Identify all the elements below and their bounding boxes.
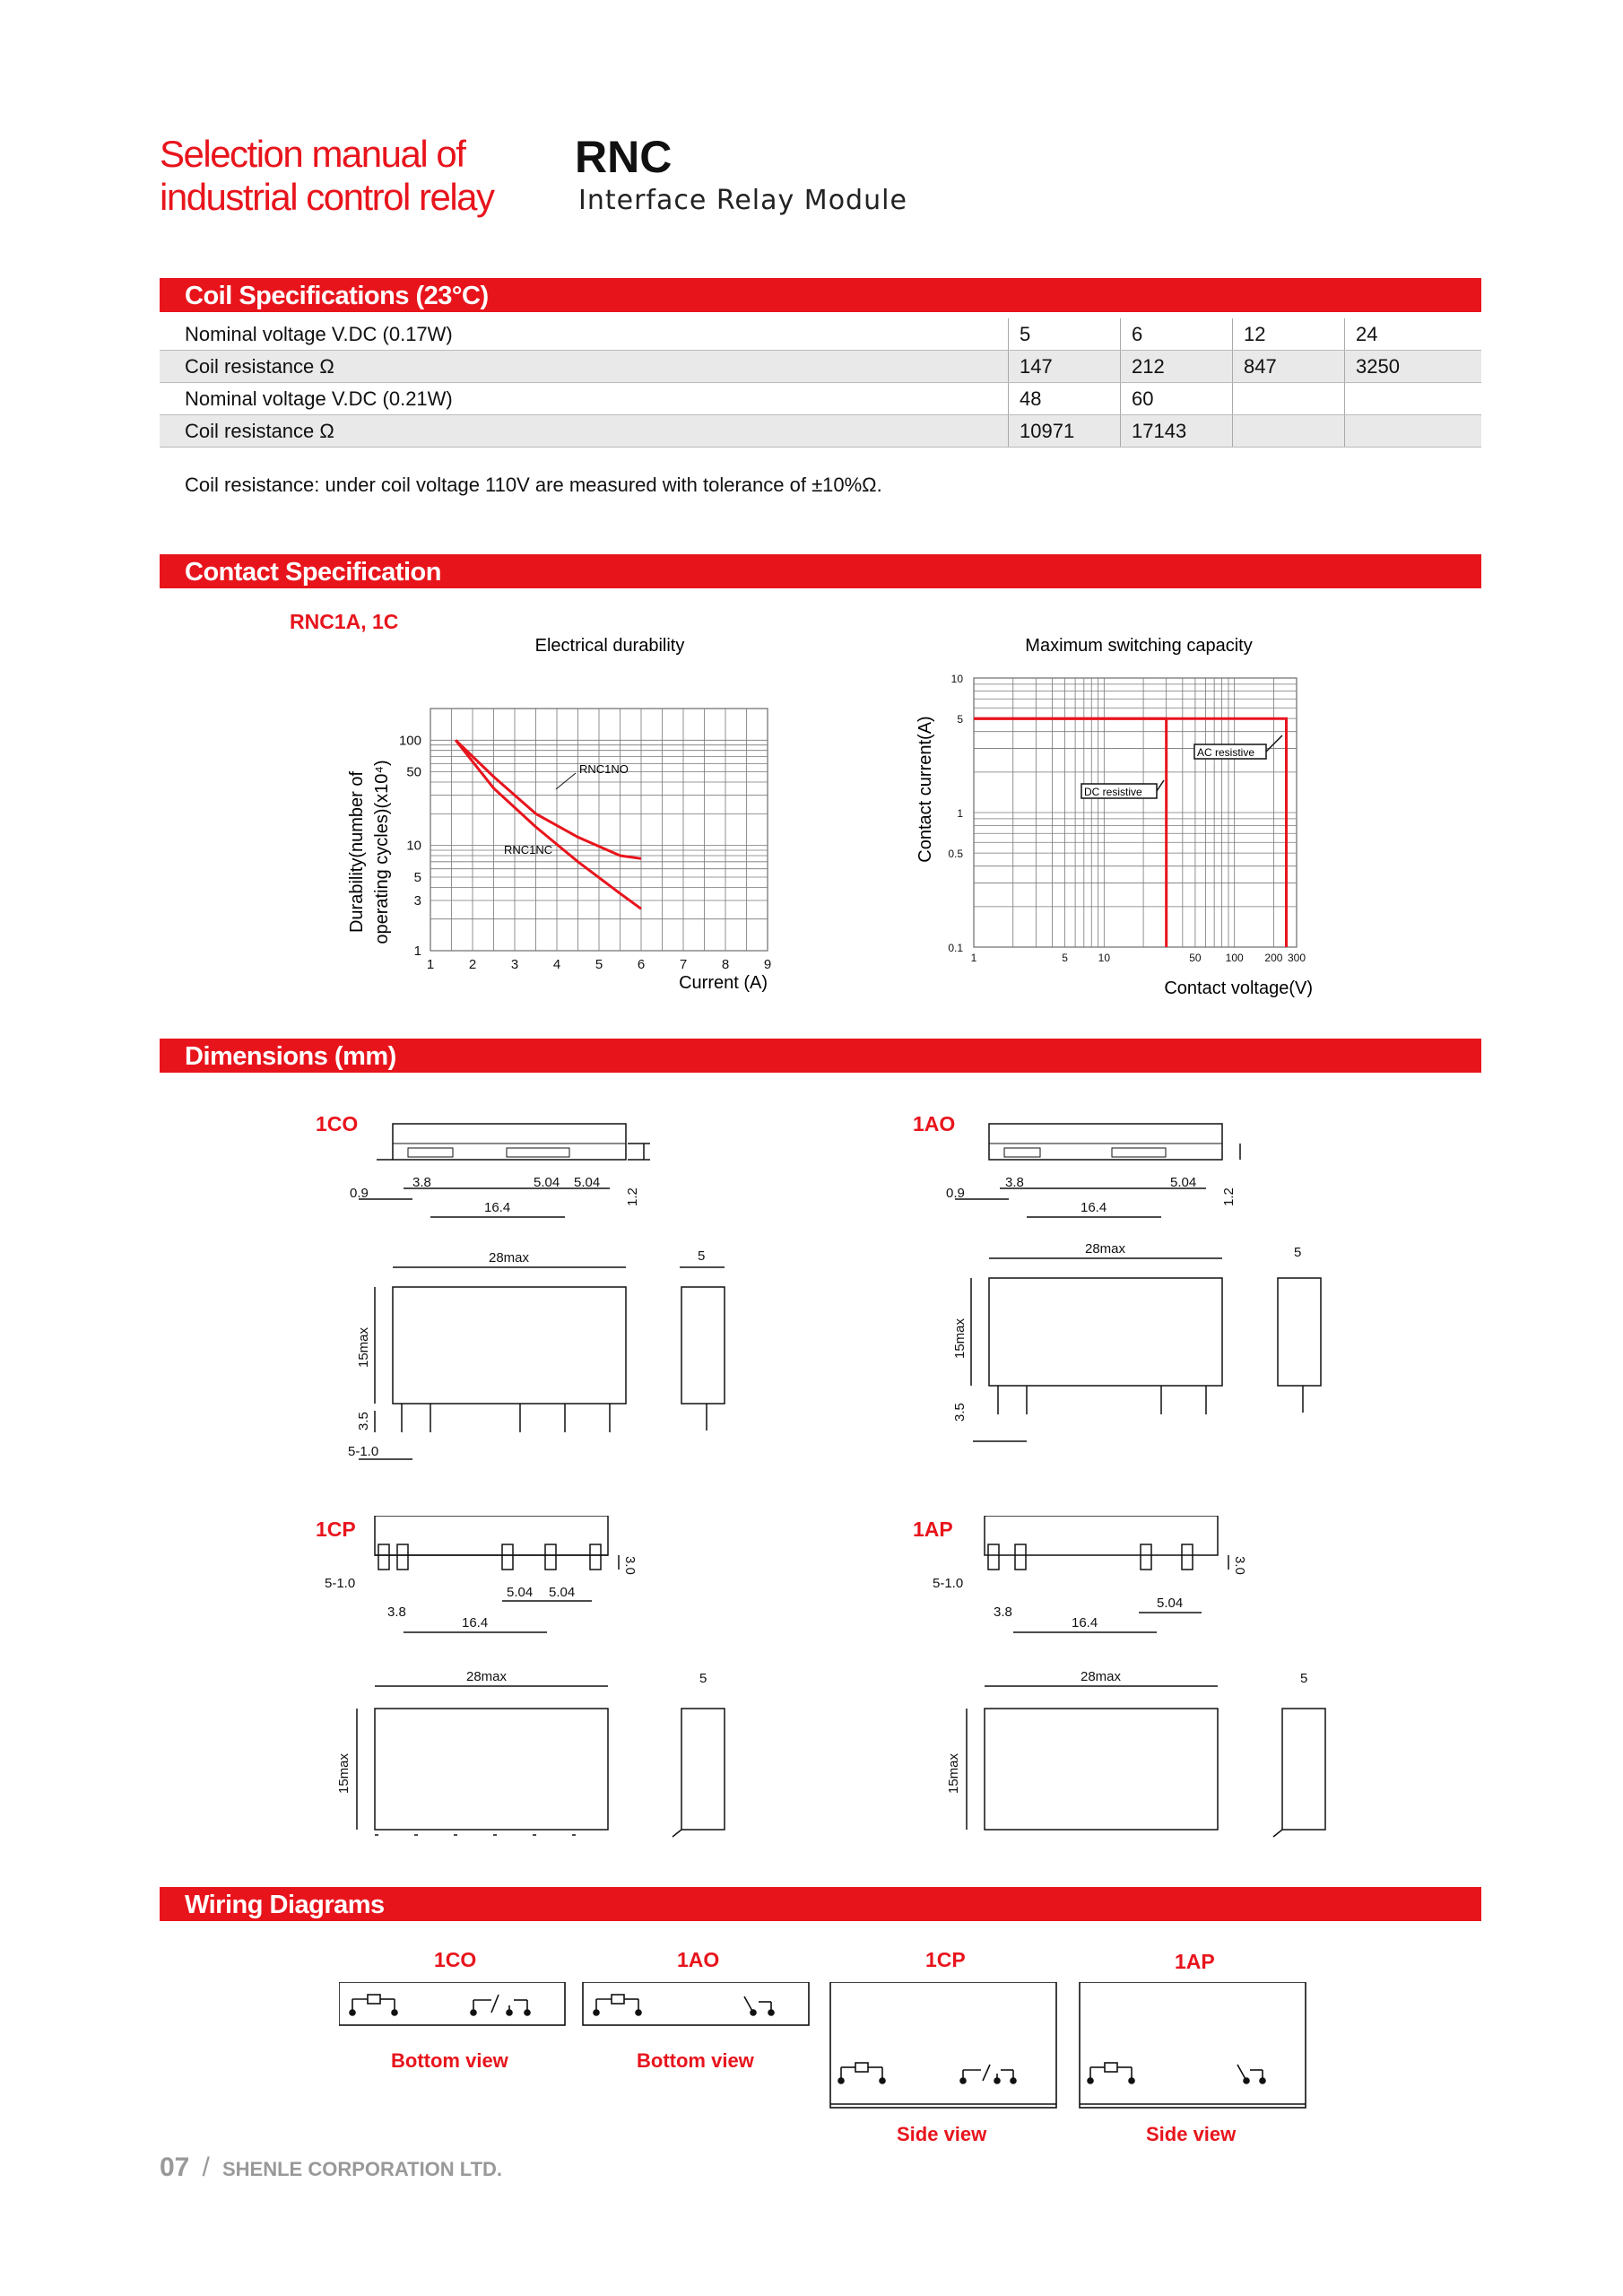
x-tick-label: 1 xyxy=(970,952,977,964)
dim-16-4: 16.4 xyxy=(1072,1615,1098,1631)
manual-title xyxy=(160,133,494,219)
dim-5: 5 xyxy=(1300,1671,1308,1686)
coil-cell xyxy=(1233,415,1345,448)
durability-grid xyxy=(430,709,768,951)
view-label-1cp: Side view xyxy=(897,2123,987,2145)
wiring-label-1cp: 1CP xyxy=(925,1948,966,1971)
coil-cell: 60 xyxy=(1121,383,1233,415)
series-line-rnc1no xyxy=(456,740,641,858)
company-name: SHENLE CORPORATION LTD. xyxy=(221,2158,503,2180)
dim-0-9: 0.9 xyxy=(350,1186,369,1201)
coil-cell: 3250 xyxy=(1345,351,1482,383)
coil-cell: 48 xyxy=(1009,383,1121,415)
manual-title-line2: industrial control relay xyxy=(160,176,494,218)
x-tick-label: 100 xyxy=(1225,952,1244,964)
dim-5-1-0: 5-1.0 xyxy=(933,1576,964,1591)
coil-cell xyxy=(1345,383,1482,415)
contact-section-title: Contact Specification xyxy=(185,558,441,587)
dim-3-8: 3.8 xyxy=(1005,1175,1024,1190)
dim-3-8: 3.8 xyxy=(412,1175,431,1190)
pin-pad xyxy=(507,1148,569,1157)
label-pointer xyxy=(556,773,576,789)
coil-cell xyxy=(1233,383,1345,415)
x-tick-label: 5 xyxy=(1062,952,1068,964)
y-tick-label: 1 xyxy=(957,807,963,820)
dim-3-0: 3.0 xyxy=(1232,1556,1247,1575)
dimension-drawing-1cp xyxy=(305,1516,735,1857)
x-tick-label: 200 xyxy=(1264,952,1283,964)
footer xyxy=(160,2152,502,2183)
label-rnc1no: RNC1NO xyxy=(579,762,629,776)
manual-title-line1: Selection manual of xyxy=(160,133,465,175)
switching-ylabel: Contact current(A) xyxy=(916,716,935,863)
dim-5-04: 5.04 xyxy=(549,1585,576,1600)
y-tick-label: 3 xyxy=(413,893,421,909)
durability-chart xyxy=(341,628,807,1004)
x-tick-label: 3 xyxy=(510,957,519,972)
switching-xlabel: Contact voltage(V) xyxy=(1164,978,1313,998)
dim-15max: 15max xyxy=(336,1752,352,1794)
dim-5-04: 5.04 xyxy=(1157,1596,1184,1611)
dim-5: 5 xyxy=(699,1671,707,1686)
dc-pointer xyxy=(1157,780,1164,791)
dim-3-8: 3.8 xyxy=(387,1605,406,1620)
view-label-1ao: Bottom view xyxy=(637,2049,754,2072)
coil-note: Coil resistance: under coil voltage 110V are measured with tolerance of ±10%Ω. xyxy=(185,474,882,496)
relay-front-view xyxy=(393,1287,626,1404)
x-tick-label: 2 xyxy=(468,957,477,972)
page-number: 07 xyxy=(160,2152,190,2182)
ac-pointer xyxy=(1266,735,1282,752)
y-tick-label: 5 xyxy=(957,713,963,726)
coil-cell: 847 xyxy=(1233,351,1345,383)
coil-section-title: Coil Specifications (23°C) xyxy=(185,282,489,310)
dim-15max: 15max xyxy=(946,1752,961,1794)
label-dc-resistive: DC resistive xyxy=(1084,786,1142,798)
dim-label-1ao: 1AO xyxy=(913,1112,956,1135)
y-tick-label: 0.5 xyxy=(948,848,963,861)
coil-cell: 147 xyxy=(1009,351,1121,383)
x-tick-label: 50 xyxy=(1189,952,1202,964)
relay-top-view xyxy=(393,1124,626,1160)
pin-pad xyxy=(408,1148,453,1157)
durability-ylabel-line2: operating cycles)(x10⁴) xyxy=(372,760,392,944)
durability-ylabel-line1: Durability(number of xyxy=(347,770,367,934)
y-tick-label: 10 xyxy=(406,838,421,854)
dimension-drawing-1co xyxy=(341,1117,735,1475)
dim-28max: 28max xyxy=(1085,1241,1126,1257)
dim-16-4: 16.4 xyxy=(1081,1200,1107,1215)
dim-15max: 15max xyxy=(356,1326,371,1368)
coil-cell: 12 xyxy=(1233,318,1345,351)
x-tick-label: 9 xyxy=(763,957,772,972)
view-label-1ap: Side view xyxy=(1146,2123,1237,2145)
coil-row xyxy=(160,383,1481,415)
wiring-label-1co: 1CO xyxy=(434,1948,477,1971)
coil-cell: 5 xyxy=(1009,318,1121,351)
dim-5-04: 5.04 xyxy=(507,1585,534,1600)
wiring-1ap xyxy=(1080,1982,1306,2108)
dimensions-section-title: Dimensions (mm) xyxy=(185,1042,396,1071)
y-tick-label: 10 xyxy=(950,673,963,685)
switching-capacity-chart xyxy=(906,628,1345,1004)
x-tick-label: 8 xyxy=(721,957,730,972)
y-tick-label: 50 xyxy=(406,764,421,780)
dim-3-0: 3.0 xyxy=(622,1556,638,1575)
wiring-1co xyxy=(339,1982,565,2025)
dim-16-4: 16.4 xyxy=(484,1200,511,1215)
wiring-section-header xyxy=(160,1887,1481,1921)
x-tick-label: 300 xyxy=(1287,952,1306,964)
switching-chart-title: Maximum switching capacity xyxy=(1025,636,1253,656)
coil-row xyxy=(160,318,1481,351)
dim-label-1cp: 1CP xyxy=(316,1518,356,1541)
y-tick-label: 0.1 xyxy=(948,942,963,954)
x-tick-label: 6 xyxy=(637,957,646,972)
x-tick-label: 7 xyxy=(679,957,688,972)
coil-cell: 24 xyxy=(1345,318,1482,351)
dim-5: 5 xyxy=(698,1248,706,1264)
dim-label-1ap: 1AP xyxy=(913,1518,953,1541)
dim-3-5: 3.5 xyxy=(952,1403,968,1422)
coil-row xyxy=(160,351,1481,383)
dim-3-8: 3.8 xyxy=(994,1605,1012,1620)
durability-chart-title: Electrical durability xyxy=(534,636,685,656)
dim-0-9: 0.9 xyxy=(946,1186,965,1201)
dimension-drawing-1ap xyxy=(933,1516,1345,1857)
x-tick-label: 4 xyxy=(552,957,561,972)
dim-5-04: 5.04 xyxy=(534,1175,560,1190)
coil-row-label: Coil resistance Ω xyxy=(160,415,1009,448)
view-label-1co: Bottom view xyxy=(391,2049,508,2072)
coil-section-header xyxy=(160,278,1481,312)
x-tick-label: 5 xyxy=(595,957,603,972)
dim-15max: 15max xyxy=(952,1318,968,1359)
series-line-dc-resistive xyxy=(974,718,1167,947)
coil-row-label: Nominal voltage V.DC (0.17W) xyxy=(160,318,1009,351)
wiring-1ao xyxy=(583,1982,809,2025)
dim-5: 5 xyxy=(1294,1245,1302,1260)
contact-section-header xyxy=(160,554,1481,588)
y-tick-label: 1 xyxy=(413,944,421,959)
coil-cell: 212 xyxy=(1121,351,1233,383)
dim-5-1-0: 5-1.0 xyxy=(325,1576,356,1591)
coil-row xyxy=(160,415,1481,448)
x-tick-label: 10 xyxy=(1098,952,1111,964)
dimensions-section-header xyxy=(160,1039,1481,1073)
dim-28max: 28max xyxy=(489,1250,530,1265)
dim-1-2: 1.2 xyxy=(1221,1187,1237,1206)
model-subtitle: Interface Relay Module xyxy=(578,185,907,216)
coil-cell xyxy=(1345,415,1482,448)
label-rnc1nc: RNC1NC xyxy=(504,843,553,857)
coil-cell: 17143 xyxy=(1121,415,1233,448)
dim-5-1-0: 5-1.0 xyxy=(348,1444,379,1459)
dim-16-4: 16.4 xyxy=(462,1615,489,1631)
footer-separator: / xyxy=(202,2152,210,2182)
dim-28max: 28max xyxy=(466,1669,508,1684)
dim-label-1co: 1CO xyxy=(316,1112,359,1135)
wiring-1cp xyxy=(830,1982,1056,2108)
coil-spec-table xyxy=(160,318,1481,448)
contact-subtitle: RNC1A, 1C xyxy=(290,610,399,633)
relay-side-view xyxy=(681,1287,725,1404)
coil-row-label: Nominal voltage V.DC (0.21W) xyxy=(160,383,1009,415)
x-tick-label: 1 xyxy=(426,957,435,972)
y-tick-label: 5 xyxy=(413,869,421,885)
wiring-label-1ap: 1AP xyxy=(1175,1950,1215,1973)
dim-5-04: 5.04 xyxy=(574,1175,601,1190)
wiring-label-1ao: 1AO xyxy=(677,1948,720,1971)
coil-cell: 6 xyxy=(1121,318,1233,351)
durability-xlabel: Current (A) xyxy=(679,973,768,993)
wiring-section-title: Wiring Diagrams xyxy=(185,1891,385,1919)
dim-5-04: 5.04 xyxy=(1170,1175,1197,1190)
model-name: RNC xyxy=(575,132,673,182)
dimension-drawing-1ao xyxy=(937,1117,1332,1475)
label-ac-resistive: AC resistive xyxy=(1197,746,1255,759)
dim-1-2: 1.2 xyxy=(625,1187,640,1206)
dim-3-5: 3.5 xyxy=(356,1412,371,1431)
dim-28max: 28max xyxy=(1081,1669,1122,1684)
coil-cell: 10971 xyxy=(1009,415,1121,448)
coil-row-label: Coil resistance Ω xyxy=(160,351,1009,383)
y-tick-label: 100 xyxy=(398,733,421,749)
